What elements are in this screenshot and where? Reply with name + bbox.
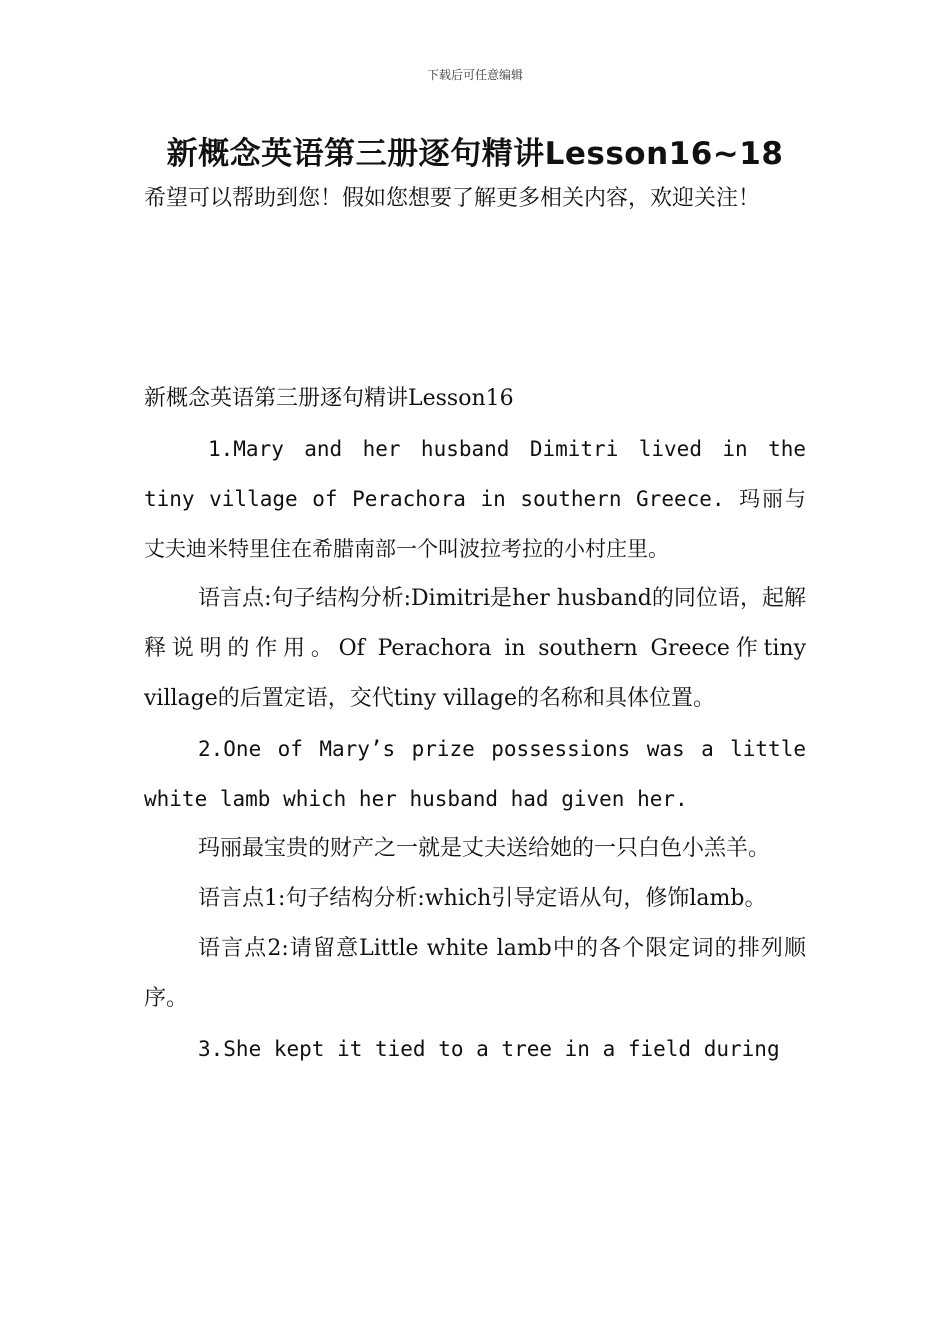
intro-paragraph: 希望可以帮助到您！假如您想要了解更多相关内容，欢迎关注！ bbox=[144, 186, 761, 211]
paragraph-note-1: 语言点:句子结构分析:Dimitri是her husband的同位语，起解释说明的作用。Of Perachora in southern Greece作tiny village的后置定语，交代tiny village的名称和具体位置。 bbox=[144, 586, 806, 711]
document-title: 新概念英语第三册逐句精讲Lesson16~18 bbox=[166, 136, 784, 172]
paragraph-sentence-2: 2.One of Mary’s prize possessions was a little white lamb which her husband had given her. bbox=[144, 737, 806, 811]
paragraph-note-2a: 语言点1:句子结构分析:which引导定语从句，修饰lamb。 bbox=[198, 886, 767, 911]
paragraph-translation-2: 玛丽最宝贵的财产之一就是丈夫送给她的一只白色小羔羊。 bbox=[198, 836, 771, 861]
paragraph-note-2b: 语言点2:请留意Little white lamb中的各个限定词的排列顺序。 bbox=[144, 936, 806, 1011]
paragraph-sentence-1: 1.Mary and her husband Dimitri lived in the tiny village of Perachora in southern Greece. 玛丽与丈夫迪米特里住在希腊南部一个叫波拉考拉的小村庄里。 bbox=[144, 437, 806, 561]
section-title: 新概念英语第三册逐句精讲Lesson16 bbox=[144, 386, 514, 411]
document-body bbox=[144, 374, 806, 1074]
paragraph-sentence-3: 3.She kept it tied to a tree in a field during bbox=[198, 1037, 780, 1061]
header-note: 下载后可任意编辑 bbox=[426, 68, 523, 82]
